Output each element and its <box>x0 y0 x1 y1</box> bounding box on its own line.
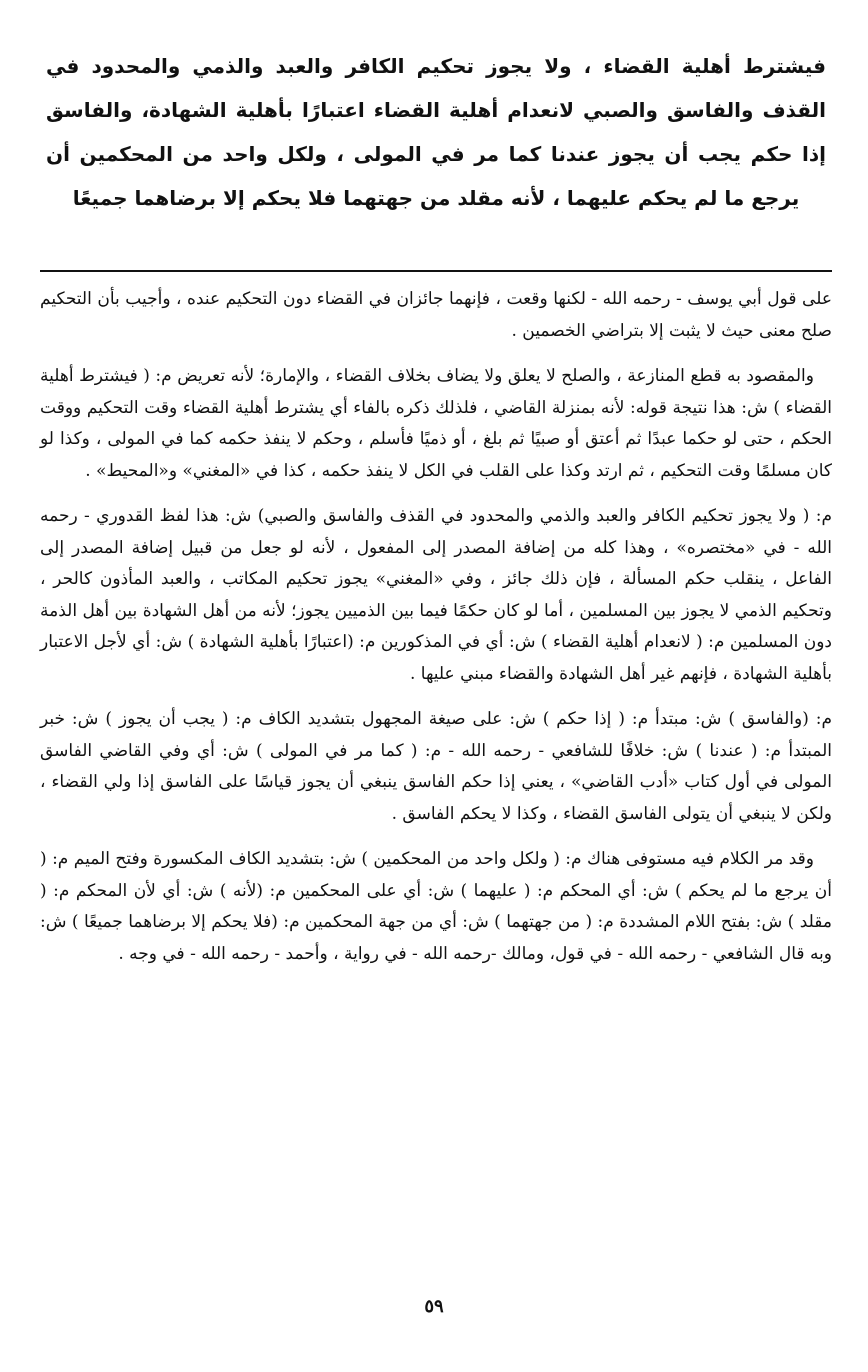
page-number: ٥٩ <box>424 1296 444 1317</box>
matn-text: فيشترط أهلية القضاء ، ولا يجوز تحكيم الكافر والعبد والذمي والمحدود في القذف والفاسق والصبي لانعدام أهلية القضاء اعتبارًا بأهلية الشهادة، والفاسق إذا حكم يجب أن يجوز عندنا كما مر في المولى ، ولكل واحد من المحكمين أن يرجع ما لم يحكم عليهما ، لأنه مقلد من جهتهما فلا يحكم إلا برضاهما جميعًا <box>46 54 826 210</box>
commentary-paragraph: م: (والفاسق ) ش: مبتدأ م: ( إذا حكم ) ش: على صيغة المجهول بتشديد الكاف م: ( يجب أن يجوز ) ش: خبر المبتدأ م: ( عندنا ) ش: خلافًا للشافعي - رحمه الله - م: ( كما مر في المولى ) ش: أي وفي القاضي الفاسق المولى في أول كتاب «أدب القاضي» ، يعني إذا حكم الفاسق ينبغي أن يجوز قياسًا على الفاسق إذا ولي القضاء ، ولكن لا ينبغي أن يتولى الفاسق القضاء ، وكذا لا يحكم الفاسق . <box>40 709 832 824</box>
commentary-paragraph: على قول أبي يوسف - رحمه الله - لكنها وقعت ، فإنهما جائزان في القضاء دون التحكيم عنده ، وأجيب بأن التحكيم صلح معنى حيث لا يثبت إلا بتراضي الخصمين . <box>40 289 832 341</box>
commentary-paragraph: وقد مر الكلام فيه مستوفى هناك م: ( ولكل واحد من المحكمين ) ش: بتشديد الكاف المكسورة وفتح الميم م: ( أن يرجع ما لم يحكم ) ش: أي المحكم م: ( عليهما ) ش: أي على المحكمين م: (لأنه ) ش: أي لأن المحكم م: ( مقلد ) ش: بفتح اللام المشددة م: ( من جهتهما ) ش: أي من جهة المحكمين م: (فلا يحكم إلا برضاهما جميعًا ) ش: وبه قال الشافعي - رحمه الله - في قول، ومالك -رحمه الله - في رواية ، وأحمد - رحمه الله - في وجه . <box>40 849 832 964</box>
commentary <box>40 284 832 970</box>
separator-rule <box>40 270 832 272</box>
commentary-paragraph: والمقصود به قطع المنازعة ، والصلح لا يعلق ولا يضاف بخلاف القضاء ، والإمارة؛ لأنه تعريض م: ( فيشترط أهلية القضاء ) ش: هذا نتيجة قوله: لأنه بمنزلة القاضي ، فلذلك ذكره بالفاء أي يشترط أهلية القضاء وقت التحكيم ووقت الحكم ، حتى لو حكما عبدًا ثم أعتق أو صبيًا ثم بلغ ، أو ذميًا فأسلم ، وحكم لا ينفذ حكمه كما في المولى ، وكذا لو كان مسلمًا وقت التحكيم ، ثم ارتد وكذا على القلب في الكل لا ينفذ حكمه ، كذا في «المغني» و«المحيط» . <box>40 366 832 481</box>
commentary-paragraph: م: ( ولا يجوز تحكيم الكافر والعبد والذمي والمحدود في القذف والفاسق والصبي) ش: هذا لفظ القدوري - رحمه الله - في «مختصره» ، وهذا كله من إضافة المصدر إلى المفعول ، لأنه لو جعل من قبيل إضافة المصدر إلى الفاعل ، ينقلب حكم المسألة ، فإن ذلك جائز ، وفي «المغني» يجوز تحكيم المكاتب ، والعبد المأذون كالحر ، وتحكيم الذمي لا يجوز بين المسلمين ، أما لو كان حكمًا فيما بين الذميين يجوز؛ لأنه من أهل الشهادة بين أهل الذمة دون المسلمين م: ( لانعدام أهلية القضاء ) ش: أي في المذكورين م: (اعتبارًا بأهلية الشهادة ) ش: أي لأجل الاعتبار بأهلية الشهادة ، فإنهم غير أهل الشهادة والقضاء مبني عليها . <box>40 506 832 684</box>
